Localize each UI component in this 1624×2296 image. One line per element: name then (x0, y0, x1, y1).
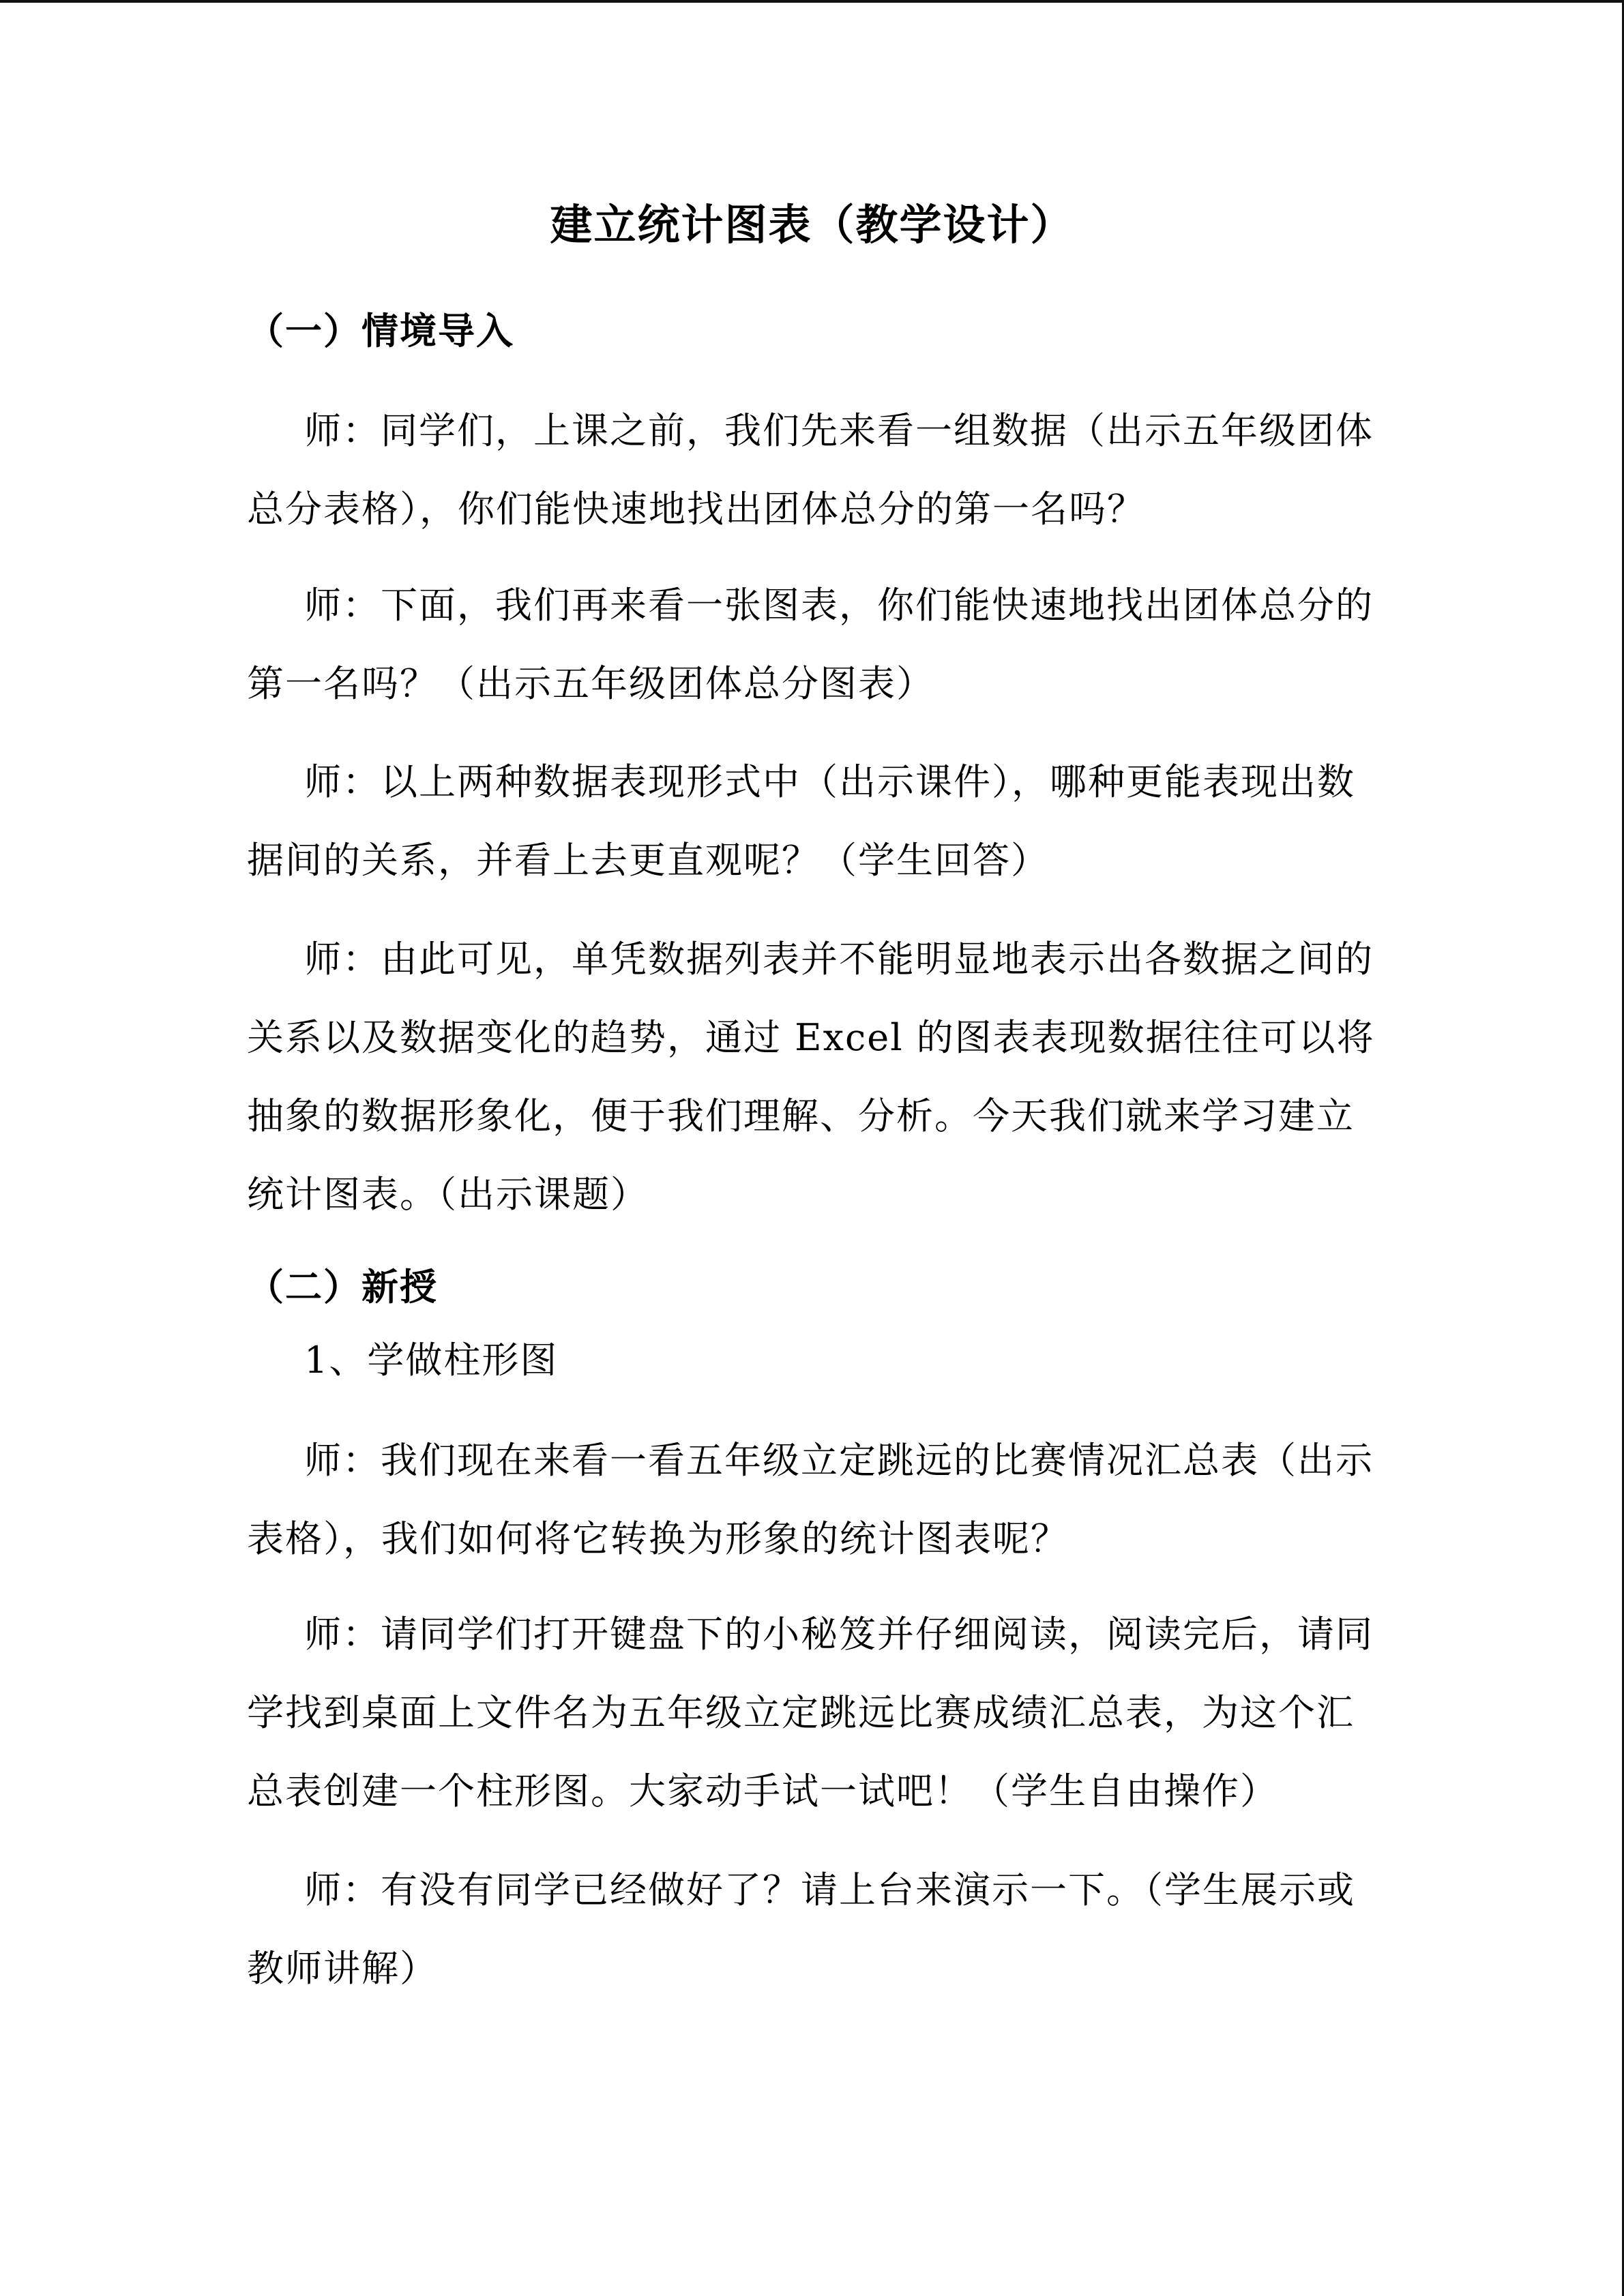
paragraph-line: 师：我们现在来看一看五年级立定跳远的比赛情况汇总表（出示 (304, 1439, 1374, 1482)
paragraph-line: 统计图表。（出示课题） (247, 1173, 649, 1216)
paragraph-line: 总分表格），你们能快速地找出团体总分的第一名吗？ (247, 488, 1145, 531)
paragraph-line: 抽象的数据形象化，便于我们理解、分析。今天我们就来学习建立 (247, 1094, 1355, 1137)
paragraph-line: 表格），我们如何将它转换为形象的统计图表呢？ (247, 1517, 1069, 1560)
paragraph-line: 师：请同学们打开键盘下的小秘笈并仔细阅读，阅读完后，请同 (304, 1613, 1374, 1656)
paragraph-line: 教师讲解） (247, 1947, 438, 1990)
section-heading-new-lesson: （二）新授 (247, 1265, 438, 1309)
paragraph-line: 第一名吗？（出示五年级团体总分图表） (247, 662, 934, 705)
paragraph-line: 师：同学们，上课之前，我们先来看一组数据（出示五年级团体 (304, 409, 1374, 452)
subheading-bar-chart: 1、学做柱形图 (304, 1339, 559, 1382)
paragraph-line: 师：以上两种数据表现形式中（出示课件），哪种更能表现出数 (304, 760, 1355, 803)
paragraph-line: 师：下面，我们再来看一张图表，你们能快速地找出团体总分的 (304, 584, 1374, 627)
document-title: 建立统计图表（教学设计） (550, 200, 1074, 250)
paragraph-line: 学找到桌面上文件名为五年级立定跳远比赛成绩汇总表，为这个汇 (247, 1691, 1355, 1734)
section-heading-situation-intro: （一）情境导入 (247, 309, 514, 353)
page-border-top (0, 0, 1624, 3)
paragraph-line: 师：有没有同学已经做好了？请上台来演示一下。（学生展示或 (304, 1868, 1355, 1911)
paragraph-line: 关系以及数据变化的趋势，通过 Excel 的图表表现数据往往可以将 (247, 1016, 1375, 1059)
paragraph-line: 师：由此可见，单凭数据列表并不能明显地表示出各数据之间的 (304, 938, 1374, 981)
paragraph-line: 据间的关系，并看上去更直观呢？（学生回答） (247, 839, 1049, 882)
paragraph-line: 总表创建一个柱形图。大家动手试一试吧！（学生自由操作） (247, 1770, 1278, 1813)
